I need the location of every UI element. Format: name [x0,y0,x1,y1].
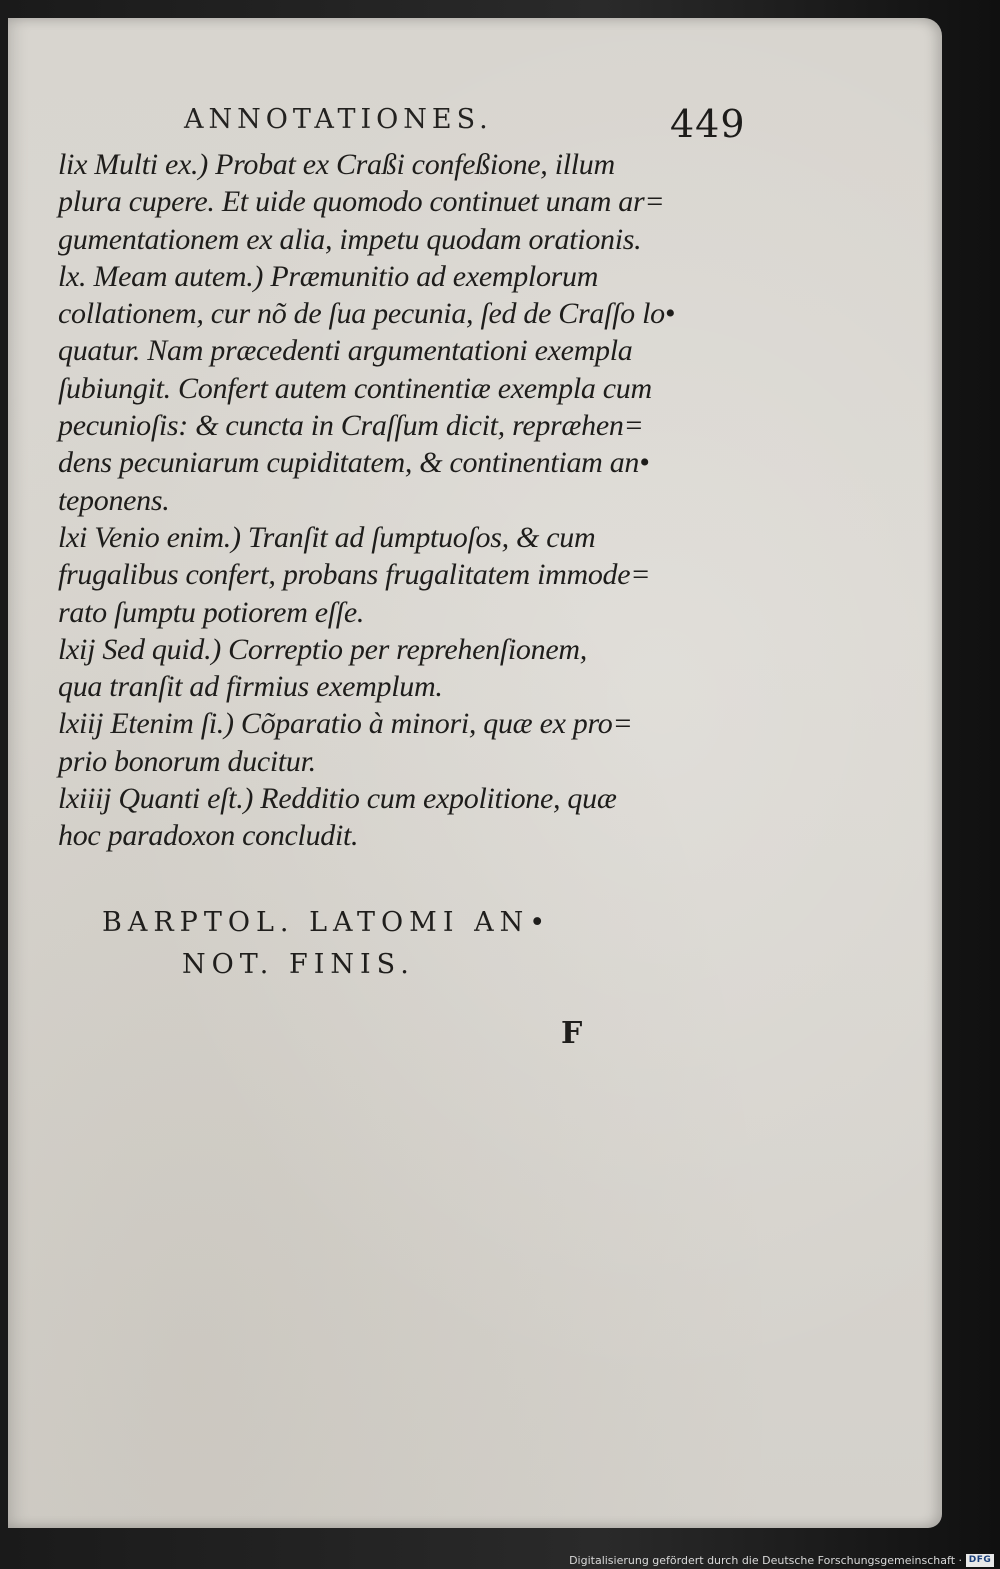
colophon [102,902,551,986]
annotation-text [58,146,708,855]
text-line: qua tranſit ad firmius exemplum. [58,670,443,704]
text-line: collationem, cur nõ de ſua pecunia, ſed de Craſſo lo• [58,297,676,331]
text-line: teponens. [58,483,170,517]
signature-mark: F [561,1016,583,1051]
colophon-line: NOT. FINIS. [182,949,415,980]
digitization-credit: Digitalisierung gefördert durch die Deutsche Forschungsgemeinschaft · [569,1554,962,1567]
colophon-line: BARPTOL. LATOMI AN• [102,907,552,938]
text-line: ſubiungit. Confert autem continentiæ exempla cum [58,371,652,405]
text-line: dens pecuniarum cupiditatem, & continentiam an• [58,446,650,480]
running-head: ANNOTATIONES. [184,104,493,135]
page-number: 449 [670,102,746,146]
dfg-logo: DFG [966,1554,994,1567]
text-line: gumentationem ex alia, impetu quodam orationis. [58,222,642,256]
text-line: pecunioſis: & cuncta in Craſſum dicit, repræhen= [58,409,644,443]
book-page [8,18,942,1528]
text-line: quatur. Nam præcedenti argumentationi exempla [58,334,633,368]
text-line: frugalibus confert, probans frugalitatem immode= [58,558,651,592]
text-line: lxiiij Quanti eſt.) Redditio cum expolitione, quæ [58,782,617,816]
text-line: prio bonorum ducitur. [58,744,316,778]
text-line: rato ſumptu potiorem eſſe. [58,595,365,629]
text-line: lxi Venio enim.) Tranſit ad ſumptuoſos, & cum [58,520,596,554]
text-line: lxiij Etenim ſi.) Cõparatio à minori, quæ ex pro= [58,707,633,741]
text-line: lx. Meam autem.) Præmunitio ad exemplorum [58,259,599,293]
text-line: hoc paradoxon concludit. [58,819,359,853]
text-line: plura cupere. Et uide quomodo continuet unam ar= [58,185,665,219]
text-line: lix Multi ex.) Probat ex Craßi confeßione, illum [58,148,615,181]
text-line: lxij Sed quid.) Correptio per reprehenſionem, [58,632,587,666]
